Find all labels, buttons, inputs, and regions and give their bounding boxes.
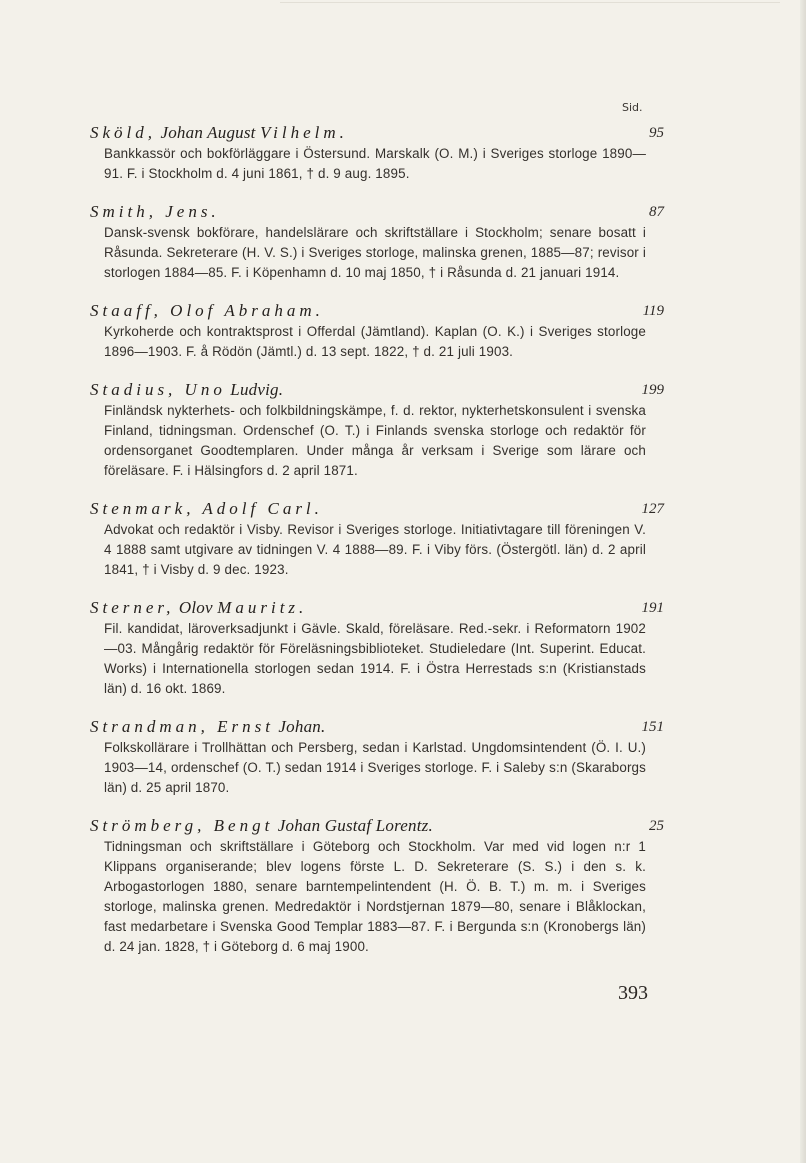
entry-name-spaced: Strömberg, Bengt <box>90 816 274 835</box>
entry-name-spaced-2: Mauritz. <box>217 598 308 617</box>
entry-name <box>90 716 646 738</box>
entry-name <box>90 379 646 401</box>
page-number: 393 <box>618 982 648 1004</box>
entry-text: Kyrkoherde och kontraktsprost i Offerdal (Jämtland). Kaplan (O. K.) i Sveriges storloge 1896—1903. F. å Rödön (Jämtl.) d. 13 sept. 1822, † d. 21 juli 1903. <box>104 324 646 359</box>
entry-name <box>90 498 646 520</box>
entry-name-rest: Johan. <box>278 717 326 736</box>
entry-name-rest: Olov <box>178 598 213 617</box>
page-column-header: Sid. <box>622 101 643 114</box>
entry-page-ref: 119 <box>642 303 664 319</box>
entry-name-rest: Johan August <box>160 123 256 142</box>
entry-page-ref: 95 <box>649 125 664 141</box>
entry-stromberg <box>90 815 664 957</box>
entry-strandman <box>90 716 664 798</box>
entry-name-spaced-2: Vilhelm. <box>260 123 348 142</box>
entry-name <box>90 122 646 144</box>
entry-name-spaced: Sterner, <box>90 598 175 617</box>
entry-list <box>90 122 664 974</box>
entry-name-spaced: Stenmark, Adolf Carl. <box>90 499 323 518</box>
entry-name-spaced: Staaff, Olof Abraham. <box>90 301 324 320</box>
entry-page-ref: 199 <box>641 382 664 398</box>
entry-smith <box>90 201 664 283</box>
entry-text: Finländsk nykterhets- och folkbildningskämpe, f. d. rektor, nykterhetskonsulent i svenska Finland, tidningsman. Ordenschef (O. T.) i Finlands svenska storloge och redaktör för ordensorganet Goodtemplaren. Under många år verksam i Sverige som lärare och föreläsare. F. i Hälsingfors d. 2 april 1871. <box>104 403 646 478</box>
entry-page-ref: 151 <box>641 719 664 735</box>
top-border-line <box>280 2 780 3</box>
entry-page-ref: 25 <box>649 818 664 834</box>
entry-name <box>90 201 646 223</box>
entry-name-rest: Ludvig. <box>230 380 284 399</box>
entry-staaff <box>90 300 664 362</box>
entry-page-ref: 127 <box>641 501 664 517</box>
entry-name-spaced: Stadius, Uno <box>90 380 226 399</box>
entry-stenmark <box>90 498 664 580</box>
entry-name <box>90 300 646 322</box>
entry-name-spaced: Sköld, <box>90 123 157 142</box>
entry-text: Folkskollärare i Trollhättan och Persberg, sedan i Karlstad. Ungdomsintendent (Ö. I. U.) 1903—14, ordenschef (O. T.) sedan 1914 i Sveriges storloge. F. i Saleby s:n (Skaraborgs län) d. 25 april 1870. <box>104 740 646 795</box>
entry-text: Fil. kandidat, läroverksadjunkt i Gävle. Skald, föreläsare. Red.-sekr. i Reformatorn 1902—03. Mångårig redaktör för Föreläsningsbiblioteket. Studieledare (Int. Superint. Educat. Works) i Internationella storlogen sedan 1914. F. i Östra Herrestads s:n (Kristianstads län) d. 16 okt. 1869. <box>104 621 646 696</box>
entry-name <box>90 815 646 837</box>
page-edge-shadow <box>800 0 806 1163</box>
entry-text: Tidningsman och skriftställare i Göteborg och Stockholm. Var med vid logen n:r 1 Klippans organiserande; blev logens förste L. D. Sekreterare (S. S.) i den s. k. Arbogastorlogen 1880, senare barntempelintendent (H. Ö. B. T.) m. m. i Sveriges storloge, malinska grenen. Medredaktör i Nordstjernan 1879—80, senare i Blåklockan, fast medarbetare i Svenska Good Templar 1883—87. F. i Bergunda s:n (Kronobergs län) d. 24 jan. 1828, † i Göteborg d. 6 maj 1900. <box>104 839 646 954</box>
entry-text: Advokat och redaktör i Visby. Revisor i Sveriges storloge. Initiativtagare till föreningen V. 4 1888 samt utgivare av tidningen V. 4 1888—89. F. i Viby förs. (Östergötl. län) d. 2 april 1841, † i Visby d. 9 dec. 1923. <box>104 522 646 577</box>
entry-skold <box>90 122 664 184</box>
entry-stadius <box>90 379 664 481</box>
entry-page-ref: 191 <box>641 600 664 616</box>
entry-sterner <box>90 597 664 699</box>
entry-page-ref: 87 <box>649 204 664 220</box>
entry-text: Dansk-svensk bokförare, handelslärare och skriftställare i Stockholm; senare bosatt i Råsunda. Sekreterare (H. V. S.) i Sveriges storloge, malinska grenen, 1885—87; revisor i storlogen 1884—85. F. i Köpenhamn d. 10 maj 1850, † i Råsunda d. 21 januari 1914. <box>104 225 646 280</box>
entry-name-spaced: Smith, Jens. <box>90 202 220 221</box>
entry-name-rest: Johan Gustaf Lorentz. <box>277 816 433 835</box>
entry-text: Bankkassör och bokförläggare i Östersund. Marskalk (O. M.) i Sveriges storloge 1890—91. F. i Stockholm d. 4 juni 1861, † d. 9 aug. 1895. <box>104 146 646 181</box>
entry-name-spaced: Strandman, Ernst <box>90 717 274 736</box>
entry-name <box>90 597 646 619</box>
